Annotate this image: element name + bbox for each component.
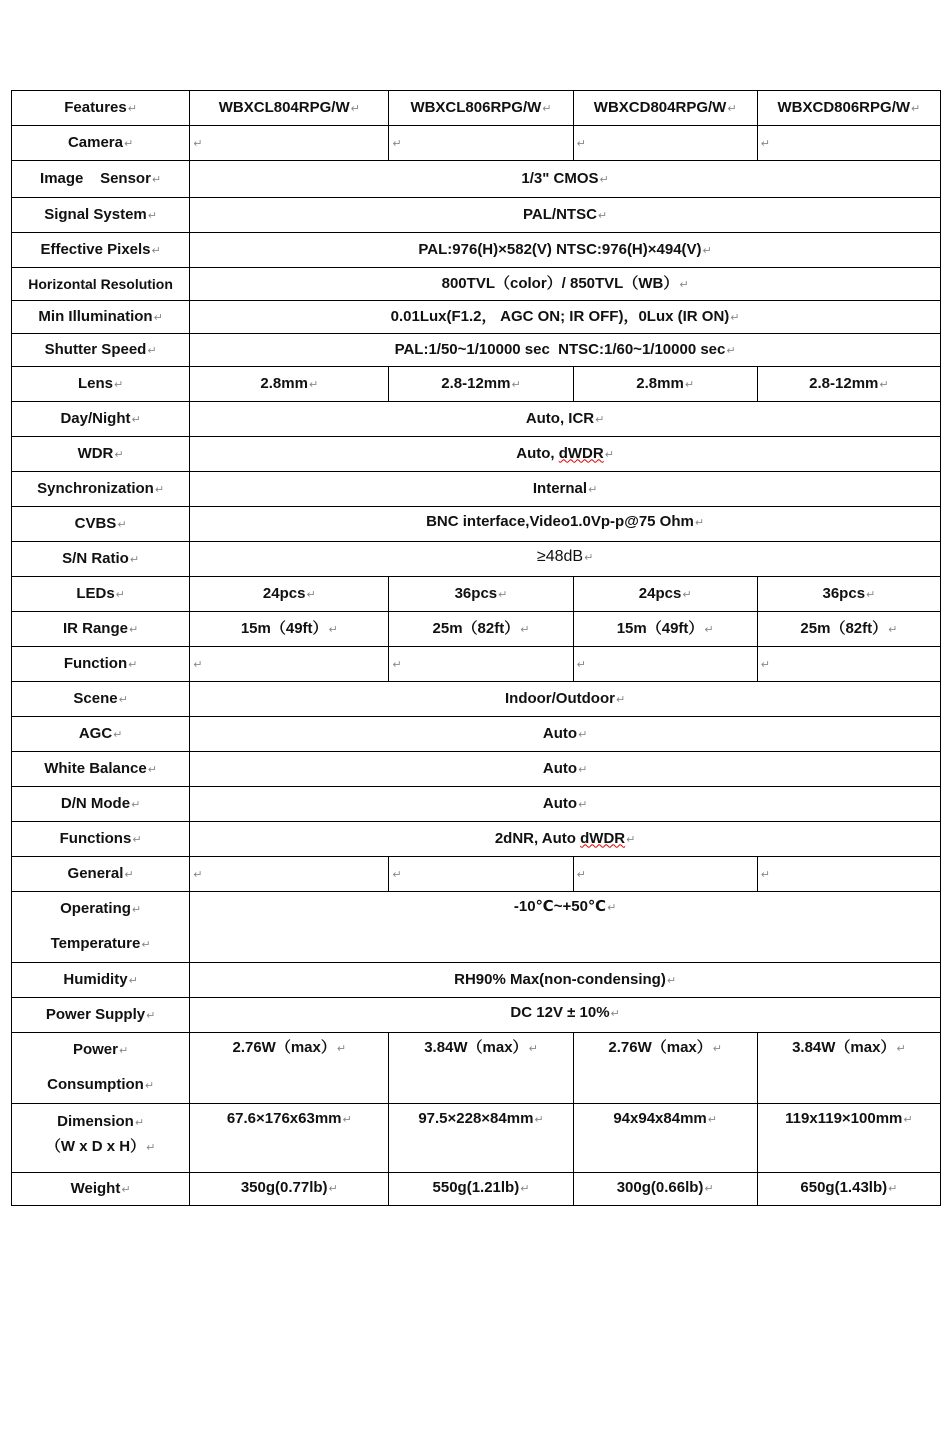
spec-label: Dimension <box>57 1113 134 1130</box>
section-label: General <box>67 864 124 882</box>
para-mark: ↵ <box>131 798 141 811</box>
spec-label-cell <box>12 161 190 198</box>
spec-label-cell <box>12 472 190 507</box>
para-mark: ↵ <box>707 1114 717 1126</box>
spec-label: Image Sensor <box>40 169 151 187</box>
model-header-cell <box>573 91 757 126</box>
spec-value-cell <box>190 301 941 334</box>
spec-value-cell <box>190 542 941 577</box>
spec-value: 2.8-12mm <box>809 374 879 392</box>
para-mark: ↵ <box>342 1114 352 1126</box>
features-header-cell <box>12 91 190 126</box>
empty-cell <box>190 857 389 892</box>
spec-row-shutter-speed <box>12 334 941 367</box>
para-mark: ↵ <box>879 378 889 391</box>
para-mark: ↵ <box>306 588 316 601</box>
spec-value-cell <box>757 612 940 647</box>
spec-row-agc <box>12 717 941 752</box>
spec-row-synchronization <box>12 472 941 507</box>
empty-cell <box>573 857 757 892</box>
para-mark: ↵ <box>520 1183 530 1195</box>
para-mark: ↵ <box>131 413 141 426</box>
spec-value: PAL:1/50~1/10000 sec NTSC:1/60~1/10000 sec <box>394 340 726 358</box>
spec-row-ir-range <box>12 612 941 647</box>
para-mark: ↵ <box>193 868 203 881</box>
para-mark: ↵ <box>684 378 695 391</box>
spec-label: Synchronization <box>37 479 154 497</box>
spec-label-cell <box>12 752 190 787</box>
spec-value-cell <box>190 892 941 963</box>
spec-label-cell <box>12 682 190 717</box>
para-mark: ↵ <box>702 244 712 257</box>
spec-row-leds <box>12 577 941 612</box>
para-mark: ↵ <box>121 1183 131 1196</box>
section-label-cell <box>12 857 190 892</box>
spec-value-cell <box>757 1033 940 1104</box>
spec-label-cell <box>12 612 190 647</box>
para-mark: ↵ <box>124 868 134 881</box>
spec-value: Indoor/Outdoor <box>504 689 615 707</box>
para-mark: ↵ <box>528 1043 538 1055</box>
para-mark: ↵ <box>147 209 157 222</box>
spec-label: WDR <box>77 444 114 462</box>
spec-label-cell <box>12 198 190 233</box>
para-mark: ↵ <box>117 518 127 531</box>
spec-label: Temperature <box>50 935 141 952</box>
para-mark: ↵ <box>584 552 594 564</box>
spec-value-cell <box>573 1173 757 1206</box>
spec-row-scene <box>12 682 941 717</box>
spec-value-cell <box>190 161 941 198</box>
empty-cell <box>757 126 940 161</box>
para-mark: ↵ <box>610 1008 620 1020</box>
spec-value: 36pcs <box>822 584 866 602</box>
empty-cell <box>190 647 389 682</box>
spec-row-dimension <box>12 1104 941 1173</box>
spec-label: LEDs <box>76 584 115 602</box>
spec-value: 15m（49ft） <box>616 619 704 637</box>
spec-value: 119x119×100mm <box>785 1110 903 1127</box>
para-mark: ↵ <box>151 244 161 257</box>
spec-value: 650g(1.43lb) <box>800 1179 888 1196</box>
spec-value: Internal <box>532 479 588 497</box>
para-mark: ↵ <box>576 658 586 671</box>
spec-label: Humidity <box>63 970 128 988</box>
para-mark: ↵ <box>328 1183 338 1195</box>
para-mark: ↵ <box>694 517 705 529</box>
spec-value: 1/3" CMOS <box>521 169 599 187</box>
spec-value-cell <box>190 437 941 472</box>
para-mark: ↵ <box>153 311 163 324</box>
spec-label: Lens <box>77 374 113 392</box>
spec-row-signal-system <box>12 198 941 233</box>
spec-row-dn-mode <box>12 787 941 822</box>
spec-value-cell <box>190 682 941 717</box>
spec-row-cvbs <box>12 507 941 542</box>
spec-label-line <box>14 1033 187 1068</box>
spec-value: 2.8mm <box>636 374 684 392</box>
para-mark: ↵ <box>336 1043 347 1055</box>
para-mark: ↵ <box>131 904 142 916</box>
spec-value-cell <box>389 612 573 647</box>
para-mark: ↵ <box>113 728 123 741</box>
spec-row-white-balance <box>12 752 941 787</box>
spec-value-cell <box>757 367 940 402</box>
para-mark: ↵ <box>350 102 360 115</box>
spec-label-cell <box>12 402 190 437</box>
spec-value: 0.01Lux(F1.2， AGC ON; IR OFF)，0Lux (IR ON) <box>390 307 730 325</box>
spec-value-cell <box>190 822 941 857</box>
spec-value-cell <box>190 787 941 822</box>
spec-row-humidity <box>12 963 941 998</box>
para-mark: ↵ <box>146 1009 156 1022</box>
empty-cell <box>573 647 757 682</box>
para-mark: ↵ <box>760 137 770 150</box>
para-mark: ↵ <box>113 378 124 391</box>
para-mark: ↵ <box>154 483 165 496</box>
spec-value: dWDR <box>558 444 604 462</box>
spec-row-functions <box>12 822 941 857</box>
spec-label: Consumption <box>47 1076 144 1093</box>
para-mark: ↵ <box>666 974 677 987</box>
spec-label-cell <box>12 542 190 577</box>
spec-label: Min Illumination <box>38 307 153 325</box>
features-header: Features <box>64 98 127 116</box>
spec-value-cell <box>190 963 941 998</box>
spec-label: White Balance <box>44 759 147 777</box>
spec-value: RH90% Max(non-condensing) <box>454 970 666 988</box>
model-name: WBXCD806RPG/W <box>777 98 911 116</box>
spec-value: 24pcs <box>638 584 682 602</box>
section-label-cell <box>12 126 190 161</box>
para-mark: ↵ <box>576 137 586 150</box>
section-label: Camera <box>67 133 123 151</box>
spec-label: Day/Night <box>60 409 131 427</box>
spec-value-cell <box>190 752 941 787</box>
spec-value-cell <box>389 577 573 612</box>
spec-label: IR Range <box>62 619 128 637</box>
para-mark: ↵ <box>888 623 898 636</box>
spec-label-cell <box>12 787 190 822</box>
para-mark: ↵ <box>578 798 588 811</box>
para-mark: ↵ <box>146 1142 156 1154</box>
para-mark: ↵ <box>704 1183 714 1195</box>
spec-table <box>11 90 941 1206</box>
spec-value: 25m（82ft） <box>432 619 520 637</box>
spec-value: PAL:976(H)×582(V) NTSC:976(H)×494(V) <box>418 240 702 258</box>
para-mark: ↵ <box>128 974 138 987</box>
para-mark: ↵ <box>147 763 157 776</box>
model-header-cell <box>389 91 573 126</box>
spec-label: Operating <box>60 900 131 917</box>
section-label: Function <box>63 654 128 672</box>
spec-label: Scene <box>73 689 118 707</box>
spec-label-cell <box>12 1033 190 1104</box>
spec-value-cell <box>190 1173 389 1206</box>
spec-row-wdr <box>12 437 941 472</box>
spec-value: 3.84W（max） <box>424 1039 528 1056</box>
para-mark: ↵ <box>599 173 609 186</box>
empty-cell <box>389 126 573 161</box>
spec-label-cell <box>12 998 190 1033</box>
spec-value: Auto, ICR <box>525 409 595 427</box>
spec-label-cell <box>12 822 190 857</box>
spec-value-cell <box>573 367 757 402</box>
spec-row-operating-temperature <box>12 892 941 963</box>
para-mark: ↵ <box>127 102 137 115</box>
spec-label: D/N Mode <box>60 794 131 812</box>
spec-row-lens <box>12 367 941 402</box>
spec-label: （W x D x H） <box>45 1138 146 1155</box>
spec-label-cell <box>12 268 190 301</box>
spec-label-cell <box>12 1104 190 1173</box>
spec-row-power-supply <box>12 998 941 1033</box>
spec-label-line <box>14 892 187 927</box>
para-mark: ↵ <box>534 1114 544 1126</box>
para-mark: ↵ <box>903 1114 913 1126</box>
model-name: WBXCL806RPG/W <box>410 98 542 116</box>
spec-value: 800TVL（color）/ 850TVL（WB） <box>441 274 679 292</box>
spec-row-day-night <box>12 402 941 437</box>
spec-value-cell <box>190 507 941 542</box>
spec-value-cell <box>190 334 941 367</box>
spec-value: dWDR <box>580 829 626 847</box>
spec-value: 36pcs <box>454 584 498 602</box>
spec-value: 94x94x84mm <box>613 1110 707 1127</box>
section-label-cell <box>12 647 190 682</box>
empty-cell <box>190 126 389 161</box>
spec-value: PAL/NTSC <box>523 205 597 223</box>
para-mark: ↵ <box>604 448 614 461</box>
spec-value: BNC interface,Video1.0Vp-p@75 Ohm <box>426 513 694 530</box>
spec-value: Auto, <box>516 444 559 462</box>
para-mark: ↵ <box>760 658 770 671</box>
para-mark: ↵ <box>712 1043 722 1055</box>
section-row-camera <box>12 126 941 161</box>
spec-label-cell <box>12 507 190 542</box>
para-mark: ↵ <box>911 102 921 115</box>
para-mark: ↵ <box>542 102 552 115</box>
spec-value-cell <box>757 577 940 612</box>
para-mark: ↵ <box>866 588 876 601</box>
para-mark: ↵ <box>626 833 636 846</box>
para-mark: ↵ <box>118 693 128 706</box>
spec-value: 2.8-12mm <box>441 374 511 392</box>
para-mark: ↵ <box>141 939 151 951</box>
spec-label: Signal System <box>44 205 147 223</box>
spec-value-cell <box>389 367 573 402</box>
spec-label-cell <box>12 367 190 402</box>
para-mark: ↵ <box>896 1043 906 1055</box>
spec-value: ≥48dB <box>536 548 584 565</box>
empty-cell <box>757 647 940 682</box>
spec-value-cell <box>190 233 941 268</box>
para-mark: ↵ <box>679 278 689 291</box>
spec-value-cell <box>190 268 941 301</box>
para-mark: ↵ <box>151 173 162 186</box>
header-row <box>12 91 941 126</box>
empty-cell <box>389 857 573 892</box>
spec-label-cell <box>12 301 190 334</box>
para-mark: ↵ <box>147 344 157 357</box>
para-mark: ↵ <box>576 868 586 881</box>
spec-label-line <box>14 1068 187 1103</box>
para-mark: ↵ <box>118 1045 129 1057</box>
spec-value: 24pcs <box>262 584 306 602</box>
spec-label-cell <box>12 437 190 472</box>
spec-value-cell <box>190 998 941 1033</box>
spec-value-cell <box>389 1104 573 1173</box>
spec-value-cell <box>190 1104 389 1173</box>
para-mark: ↵ <box>760 868 770 881</box>
para-mark: ↵ <box>607 902 617 914</box>
spec-value-cell <box>573 577 757 612</box>
spec-label: Effective Pixels <box>40 240 151 258</box>
spec-value-cell <box>573 612 757 647</box>
spec-label: Functions <box>59 829 132 847</box>
spec-row-image-sensor <box>12 161 941 198</box>
spec-value: 2dNR, Auto <box>494 829 581 847</box>
spec-label-line <box>14 1135 187 1160</box>
spec-value: -10℃~+50℃ <box>513 898 607 915</box>
spec-value: 15m（49ft） <box>240 619 328 637</box>
spec-value: 350g(0.77lb) <box>240 1179 328 1196</box>
section-row-function <box>12 647 941 682</box>
para-mark: ↵ <box>124 137 134 150</box>
spec-value: 550g(1.21lb) <box>432 1179 520 1196</box>
para-mark: ↵ <box>727 102 737 115</box>
spec-label: Weight <box>70 1179 121 1197</box>
empty-cell <box>757 857 940 892</box>
para-mark: ↵ <box>328 623 338 636</box>
para-mark: ↵ <box>129 553 140 566</box>
spec-value: Auto <box>542 759 578 777</box>
spec-value-cell <box>757 1104 940 1173</box>
spec-label-cell <box>12 717 190 752</box>
spec-value-cell <box>190 198 941 233</box>
spec-value-cell <box>190 472 941 507</box>
spec-value: 97.5×228×84mm <box>418 1110 534 1127</box>
spec-value-cell <box>573 1033 757 1104</box>
para-mark: ↵ <box>193 658 203 671</box>
spec-label-cell <box>12 963 190 998</box>
spec-value: Auto <box>542 724 578 742</box>
spec-value: 300g(0.66lb) <box>616 1179 704 1196</box>
model-name: WBXCD804RPG/W <box>593 98 727 116</box>
para-mark: ↵ <box>392 137 402 150</box>
spec-row-weight <box>12 1173 941 1206</box>
empty-cell <box>573 126 757 161</box>
para-mark: ↵ <box>115 588 125 601</box>
spec-row-min-illumination <box>12 301 941 334</box>
spec-label-cell <box>12 1173 190 1206</box>
para-mark: ↵ <box>308 378 319 391</box>
spec-value-cell <box>190 367 389 402</box>
model-header-cell <box>190 91 389 126</box>
spec-row-power-consumption <box>12 1033 941 1104</box>
para-mark: ↵ <box>144 1080 155 1092</box>
para-mark: ↵ <box>498 588 508 601</box>
spec-row-effective-pixels <box>12 233 941 268</box>
spec-value: 2.76W（max） <box>608 1039 712 1056</box>
spec-label: Horizontal Resolution <box>28 276 173 292</box>
para-mark: ↵ <box>128 658 138 671</box>
para-mark: ↵ <box>128 623 139 636</box>
para-mark: ↵ <box>726 344 736 357</box>
para-mark: ↵ <box>520 623 530 636</box>
spec-value-cell <box>190 717 941 752</box>
para-mark: ↵ <box>588 483 598 496</box>
para-mark: ↵ <box>730 311 740 324</box>
spec-value-cell <box>389 1173 573 1206</box>
para-mark: ↵ <box>595 413 605 426</box>
spec-label: Power <box>72 1041 118 1058</box>
spec-label-cell <box>12 892 190 963</box>
spec-value: DC 12V ± 10% <box>510 1004 610 1021</box>
spec-value-cell <box>190 402 941 437</box>
empty-cell <box>389 647 573 682</box>
spec-label: CVBS <box>74 514 117 532</box>
para-mark: ↵ <box>682 588 692 601</box>
spec-value-cell <box>389 1033 573 1104</box>
spec-label: Power Supply <box>45 1005 146 1023</box>
para-mark: ↵ <box>615 693 626 706</box>
spec-value: 3.84W（max） <box>792 1039 896 1056</box>
spec-label: S/N Ratio <box>62 549 129 567</box>
spec-label-cell <box>12 233 190 268</box>
para-mark: ↵ <box>704 623 714 636</box>
para-mark: ↵ <box>578 728 588 741</box>
para-mark: ↵ <box>193 137 203 150</box>
spec-row-sn-ratio <box>12 542 941 577</box>
spec-value-cell <box>573 1104 757 1173</box>
para-mark: ↵ <box>392 658 402 671</box>
spec-value: 2.76W（max） <box>232 1039 336 1056</box>
spec-value: 67.6×176x63mm <box>226 1110 342 1127</box>
spec-row-horizontal-resolution <box>12 268 941 301</box>
section-row-general <box>12 857 941 892</box>
para-mark: ↵ <box>597 209 608 222</box>
para-mark: ↵ <box>578 763 588 776</box>
spec-value-cell <box>190 612 389 647</box>
para-mark: ↵ <box>134 1117 145 1129</box>
para-mark: ↵ <box>392 868 402 881</box>
spec-value: 2.8mm <box>260 374 308 392</box>
para-mark: ↵ <box>511 378 521 391</box>
spec-value-cell <box>190 577 389 612</box>
para-mark: ↵ <box>888 1183 898 1195</box>
spec-label-cell <box>12 334 190 367</box>
para-mark: ↵ <box>114 448 124 461</box>
spec-label-cell <box>12 577 190 612</box>
model-header-cell <box>757 91 940 126</box>
spec-label: AGC <box>78 724 113 742</box>
spec-value: Auto <box>542 794 578 812</box>
spec-value-cell <box>757 1173 940 1206</box>
spec-value-cell <box>190 1033 389 1104</box>
spec-value: 25m（82ft） <box>800 619 888 637</box>
spec-label: Shutter Speed <box>44 340 147 358</box>
para-mark: ↵ <box>132 833 142 846</box>
spec-label-line <box>14 1110 187 1135</box>
spec-label-line <box>14 927 187 962</box>
model-name: WBXCL804RPG/W <box>218 98 350 116</box>
